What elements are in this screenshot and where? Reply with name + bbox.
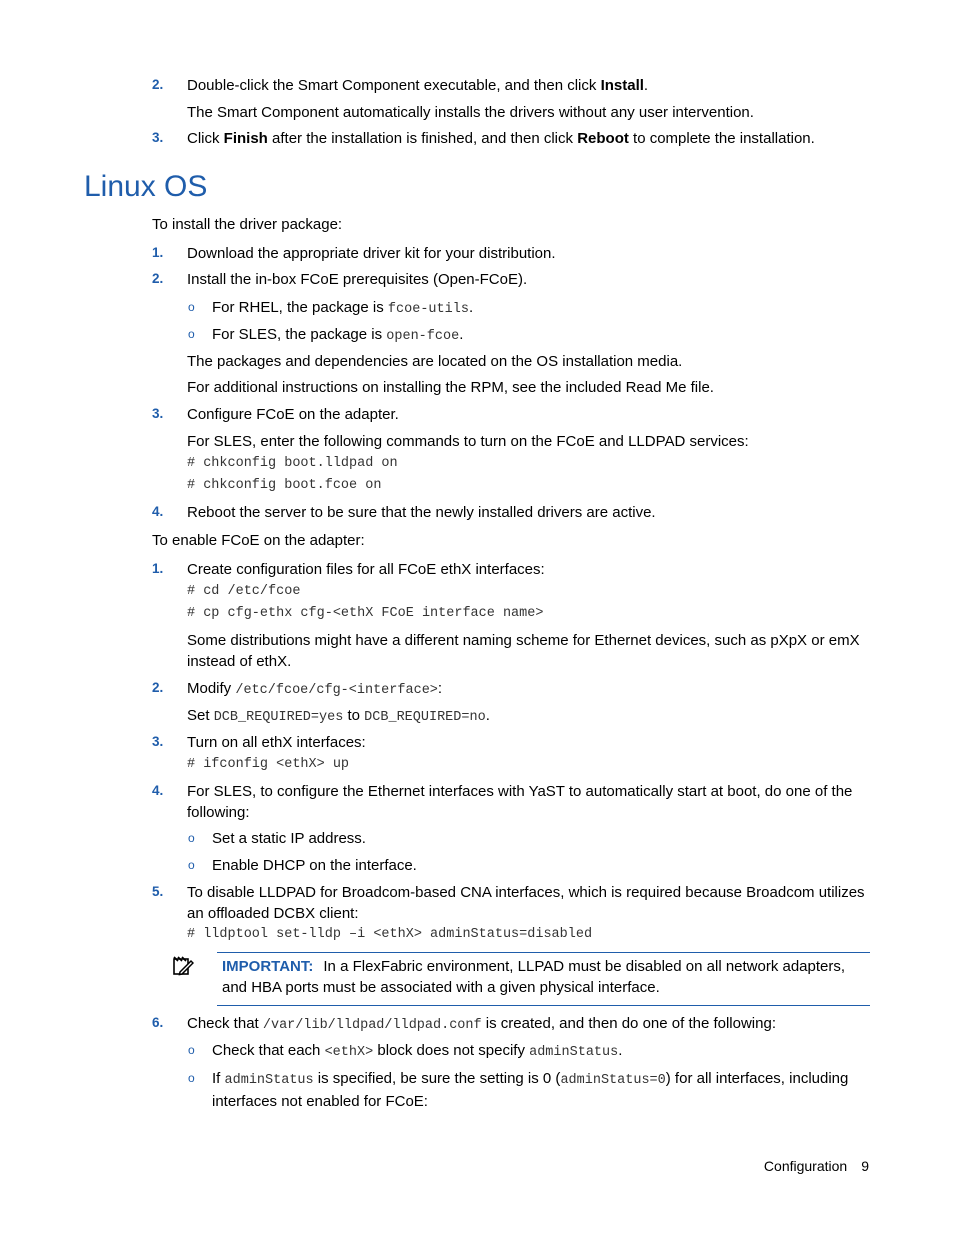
config-token: <ethX> [324, 1045, 374, 1060]
bullet-text: Set a static IP address. [212, 830, 366, 847]
intro-text: To install the driver package: [152, 216, 343, 233]
step-note: The packages and dependencies are located on the OS installation media. [187, 353, 683, 370]
bullet-text [212, 1068, 872, 1112]
command-line: # chkconfig boot.fcoe on [187, 478, 382, 493]
page-footer [764, 1158, 869, 1174]
step-text: Reboot the server to be sure that the newly installed drivers are active. [187, 504, 656, 521]
bullet-text-part: If [212, 1070, 225, 1087]
step-text: Create configuration files for all FCoE ethX interfaces: [187, 561, 545, 578]
important-body: In a FlexFabric environment, LLPAD must be disabled on all network adapters, and HBA ports must be associated with a given physical interface. [222, 958, 846, 996]
bullet-text-part: For SLES, the package is [212, 326, 387, 343]
bullet: o [188, 327, 195, 341]
config-token: adminStatus=0 [560, 1073, 666, 1088]
step-text-part: after the installation is finished, and then click [267, 130, 578, 147]
file-path: /etc/fcoe/cfg-<interface> [235, 683, 438, 698]
package-name: open-fcoe [386, 329, 460, 344]
bullet-text [212, 1040, 622, 1063]
bullet-text-part: . [459, 326, 464, 343]
bullet-text-part: . [618, 1042, 623, 1059]
bullet: o [188, 300, 195, 314]
bullet-text [212, 324, 463, 347]
step-text-part: : [437, 680, 443, 697]
bullet-text-part: ) for all interfaces, including interfaces not enabled for FCoE: [212, 1070, 849, 1110]
step-text: Turn on all ethX interfaces: [187, 734, 366, 751]
step-text-part: . [485, 707, 490, 724]
step-text-part: to complete the installation. [628, 130, 815, 147]
config-token: adminStatus [529, 1045, 619, 1060]
bullet-text-part: . [468, 299, 474, 316]
step-text-part: . [643, 77, 649, 94]
step-number: 2. [152, 77, 164, 92]
step-text [187, 678, 442, 701]
step-text [187, 1013, 776, 1036]
step-text [187, 128, 815, 149]
bullet-text [212, 297, 473, 320]
package-name: fcoe-utils [387, 302, 469, 317]
important-icon [172, 955, 194, 977]
step-text-part: Click [187, 130, 224, 147]
step-note: For SLES, enter the following commands to turn on the FCoE and LLDPAD services: [187, 433, 749, 450]
command-line: # lldptool set-lldp –i <ethX> adminStatus=disabled [187, 927, 593, 942]
step-number: 3. [152, 130, 164, 145]
bullet: o [188, 1043, 195, 1057]
step-text-part: Double-click the Smart Component executable, and then click [187, 77, 601, 94]
step-text: Install the in-box FCoE prerequisites (Open-FCoE). [187, 271, 528, 288]
step-text: To disable LLDPAD for Broadcom-based CNA interfaces, which is required because Broadcom utilizes an offloaded DCBX client: [187, 884, 865, 922]
bullet-text-part: For RHEL, the package is [212, 299, 388, 316]
step-text: For SLES, to configure the Ethernet interfaces with YaST to automatically start at boot, do one of the following: [187, 783, 853, 821]
bullet: o [188, 858, 195, 872]
config-value: DCB_REQUIRED=yes [213, 710, 344, 725]
step-text: Download the appropriate driver kit for your distribution. [187, 245, 556, 262]
important-text [222, 956, 870, 998]
config-value: DCB_REQUIRED=no [364, 710, 486, 725]
command-line: # chkconfig boot.lldpad on [187, 456, 398, 471]
step-number: 2. [152, 680, 164, 695]
step-number: 1. [152, 245, 164, 260]
ui-term: Finish [223, 130, 268, 147]
step-note: Some distributions might have a different naming scheme for Ethernet devices, such as pXpX or emX instead of ethX. [187, 632, 860, 670]
step-text [187, 75, 648, 96]
step-text-part: to [343, 707, 365, 724]
config-token: adminStatus [224, 1073, 314, 1088]
step-number: 3. [152, 406, 164, 421]
bullet-text-part: is specified, be sure the setting is 0 ( [313, 1070, 561, 1087]
step-number: 4. [152, 783, 164, 798]
important-label: IMPORTANT: [222, 958, 314, 975]
bullet-text: Enable DHCP on the interface. [212, 857, 417, 874]
step-number: 6. [152, 1015, 164, 1030]
command-line: # ifconfig <ethX> up [187, 757, 350, 772]
step-number: 5. [152, 884, 164, 899]
ui-term: Install [600, 77, 644, 94]
step-number: 3. [152, 734, 164, 749]
command-line: # cp cfg-ethx cfg-<ethX FCoE interface name> [187, 606, 544, 621]
step-number: 4. [152, 504, 164, 519]
bullet: o [188, 831, 195, 845]
page-number: 9 [861, 1158, 869, 1174]
step-number: 1. [152, 561, 164, 576]
step-text: Configure FCoE on the adapter. [187, 406, 399, 423]
ui-term: Reboot [577, 130, 629, 147]
step-note [187, 705, 490, 728]
step-note: The Smart Component automatically installs the drivers without any user intervention. [187, 104, 754, 121]
bullet: o [188, 1071, 195, 1085]
step-text-part: Check that [187, 1015, 263, 1032]
step-text-part: Modify [187, 680, 236, 697]
step-text-part: is created, and then do one of the following: [481, 1015, 776, 1032]
file-path: /var/lib/lldpad/lldpad.conf [262, 1018, 482, 1033]
step-text-part: Set [187, 707, 214, 724]
bullet-text-part: Check that each [212, 1042, 325, 1059]
command-line: # cd /etc/fcoe [187, 584, 301, 599]
footer-section: Configuration [763, 1158, 848, 1174]
step-note: For additional instructions on installing the RPM, see the included Read Me file. [187, 379, 714, 396]
section-heading: Linux OS [84, 170, 208, 203]
step-number: 2. [152, 271, 164, 286]
intro-text: To enable FCoE on the adapter: [152, 532, 365, 549]
bullet-text-part: block does not specify [373, 1042, 530, 1059]
